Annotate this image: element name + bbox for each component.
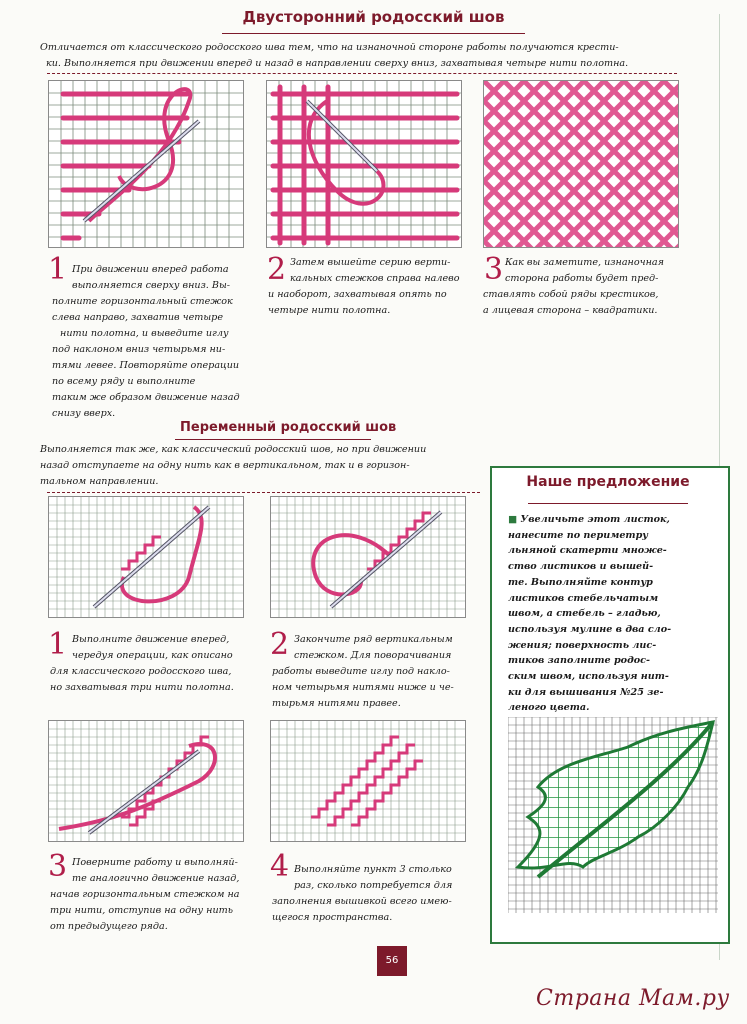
text-line: нанесите по периметру — [508, 529, 649, 541]
section1-figure-1 — [48, 80, 244, 248]
section2-title: Переменный родосский шов — [180, 420, 397, 435]
text-line: для классического родосского шва, — [50, 666, 232, 677]
text-line: стежком. Для поворачивания — [294, 650, 452, 661]
section2-divider — [47, 492, 480, 493]
intro-line: Выполняется так же, как классический родосский шов, но при движении — [40, 444, 427, 455]
section2-title-underline — [175, 439, 371, 440]
text-line: полните горизонтальный стежок — [52, 296, 233, 307]
text-line: Выполняйте пункт 3 столько — [294, 864, 452, 875]
text-line: таким же образом движение назад — [52, 392, 240, 403]
text-line: заполнения вышивкой всего имею- — [272, 896, 452, 907]
text-line: При движении вперед работа — [72, 264, 229, 275]
section1-figure-2 — [266, 80, 462, 248]
section1-figure-3 — [483, 80, 679, 248]
text-line: Закончите ряд вертикальным — [294, 634, 453, 645]
leaf-pattern — [508, 717, 718, 913]
step-number: 4 — [270, 849, 290, 884]
text-line: используя мулине в два сло- — [508, 623, 672, 635]
text-line: Как вы заметите, изнаночная — [505, 257, 665, 268]
text-line: от предыдущего ряда. — [50, 921, 168, 932]
step-number: 3 — [48, 849, 68, 884]
text-line: кальных стежков справа налево — [290, 273, 460, 284]
section2-figure-3 — [48, 720, 244, 842]
watermark: Страна Мам.ру — [536, 986, 730, 1011]
text-line: ки для вышивания №25 зе- — [508, 686, 664, 698]
text-line: те. Выполняйте контур — [508, 576, 653, 588]
text-line: по всему ряду и выполните — [52, 376, 196, 387]
section2-figure-4 — [270, 720, 466, 842]
text-line: ставлять собой ряды крестиков, — [483, 289, 659, 300]
intro-line: Отличается от классического родосского шва тем, что на изнаночной стороне работы получаются крести- — [40, 42, 619, 53]
section1-intro — [40, 40, 700, 72]
intro-line: тальном направлении. — [40, 476, 159, 487]
text-line: тырьмя нитями правее. — [272, 698, 401, 709]
sidebar-title-underline — [528, 503, 688, 504]
text-line: начав горизонтальным стежком на — [50, 889, 240, 900]
intro-line: назад отступаете на одну нить как в вертикальном, так и в горизон- — [40, 460, 410, 471]
text-line: выполняется сверху вниз. Вы- — [72, 280, 231, 291]
text-line: леного цвета. — [508, 702, 590, 714]
step-number: 1 — [48, 627, 68, 662]
text-line: тиков заполните родос- — [508, 655, 650, 667]
step-number: 2 — [267, 252, 287, 287]
text-line: три нити, отступив на одну нить — [50, 905, 233, 916]
section2-intro — [40, 442, 480, 490]
section2-step-4-text — [272, 862, 484, 926]
text-line: жения; поверхность лис- — [508, 639, 657, 651]
text-line: снизу вверх. — [52, 408, 116, 419]
text-line: тями левее. Повторяйте операции — [52, 360, 240, 371]
text-line: а лицевая сторона – квадратики. — [483, 305, 658, 316]
step-number: 3 — [484, 252, 504, 287]
text-line: Увеличьте этот листок, — [520, 514, 670, 525]
text-line: и наоборот, захватывая опять по — [268, 289, 447, 300]
section1-title: Двусторонний родосский шов — [242, 8, 505, 26]
text-line: Затем вышейте серию верти- — [290, 257, 451, 268]
section2-figure-1 — [48, 496, 244, 618]
section2-step-1-text — [50, 632, 262, 696]
text-line: Выполните движение вперед, — [72, 634, 230, 645]
text-line: льняной скатерти множе- — [508, 545, 667, 557]
step-number: 1 — [48, 252, 68, 287]
text-line: работы выведите иглу под накло- — [272, 666, 450, 677]
text-line: Поверните работу и выполняй- — [72, 857, 238, 868]
text-line: под наклоном вниз четырьмя ни- — [52, 344, 226, 355]
section1-divider — [47, 73, 677, 74]
section2-step-2-text — [272, 632, 484, 712]
section1-title-underline — [222, 33, 525, 34]
text-line: ство листиков и вышей- — [508, 561, 654, 573]
bullet-icon: ■ — [508, 514, 518, 525]
section1-step-3-text — [483, 255, 705, 319]
text-line: раз, сколько потребуется для — [294, 880, 453, 891]
text-line: чередуя операции, как описано — [72, 650, 233, 661]
section1-step-2-text — [268, 255, 480, 319]
text-line: сторона работы будет пред- — [505, 273, 659, 284]
text-line: четыре нити полотна. — [268, 305, 391, 316]
sidebar-text — [508, 512, 708, 716]
text-line: ном четырьмя нитями ниже и че- — [272, 682, 454, 693]
text-line: ским швом, используя нит- — [508, 671, 669, 683]
text-line: щегося пространства. — [272, 912, 393, 923]
text-line: те аналогично движение назад, — [72, 873, 240, 884]
text-line: нити полотна, и выведите иглу — [60, 328, 229, 339]
intro-line: ки. Выполняется при движении вперед и назад в направлении сверху вниз, захватывая четыре нити полотна. — [46, 58, 629, 69]
section1-step-1-text — [52, 262, 262, 422]
text-line: швом, а стебель – гладью, — [508, 608, 661, 620]
text-line: но захватывая три нити полотна. — [50, 682, 234, 693]
section2-figure-2 — [270, 496, 466, 618]
section2-step-3-text — [50, 855, 262, 935]
text-line: листиков стебельчатым — [508, 592, 659, 604]
sidebar-title: Наше предложение — [526, 474, 690, 490]
page-number: 56 — [377, 946, 407, 976]
step-number: 2 — [270, 627, 290, 662]
text-line: слева направо, захватив четыре — [52, 312, 224, 323]
